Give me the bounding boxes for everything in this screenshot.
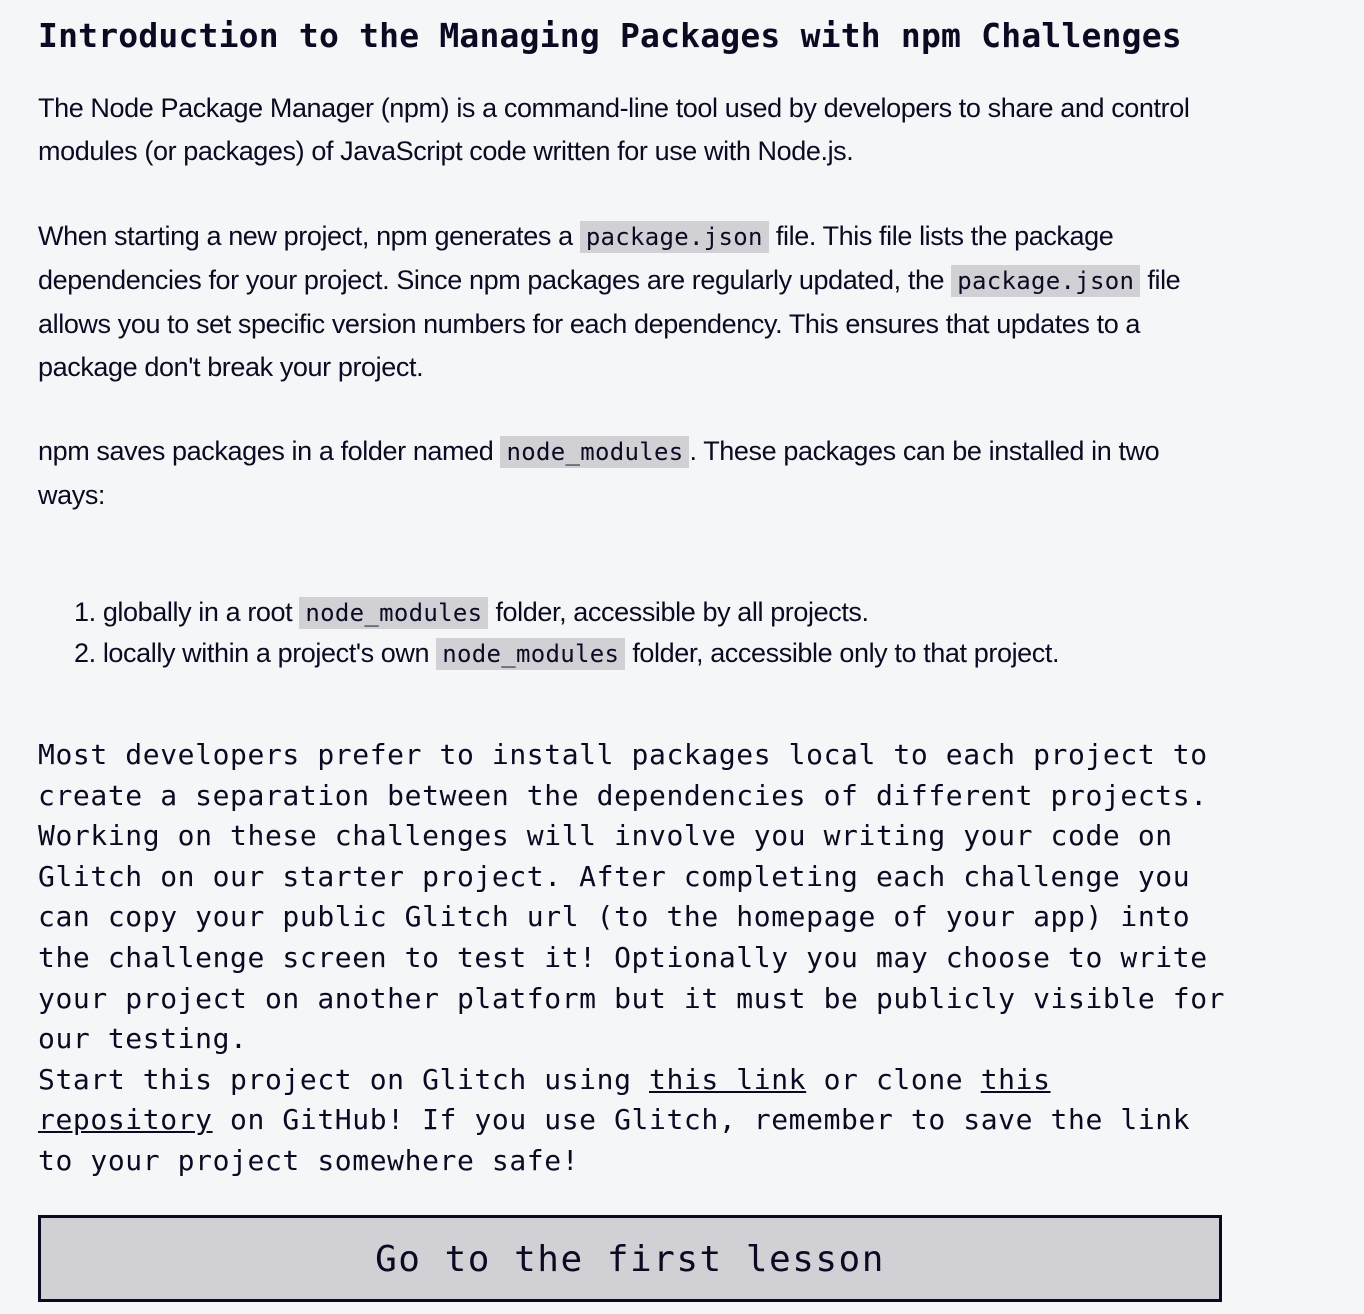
inline-code-package-json: package.json bbox=[580, 221, 769, 253]
list-item bbox=[74, 633, 1059, 674]
content-area bbox=[38, 0, 1228, 1177]
paragraph-text: file allows you to set specific version numbers for each dependency. This ensures that updates to a package don't break your project. bbox=[38, 265, 1181, 382]
inline-code-node-modules: node_modules bbox=[500, 436, 689, 468]
glitch-link[interactable]: this link bbox=[649, 1062, 807, 1096]
paragraph-text: npm saves packages in a folder named bbox=[38, 436, 501, 466]
paragraph-text: . These packages can be installed in two ways: bbox=[38, 436, 1160, 510]
go-to-first-lesson-button[interactable]: Go to the first lesson bbox=[38, 1215, 1222, 1302]
paragraph-text: When starting a new project, npm generates a bbox=[38, 221, 580, 251]
instructions-text: Most developers prefer to install packages local to each project to create a separation between the dependencies of different projects. Working on these challenges will involve you writing your code on Glitch on our starter project. After completing each challenge you can copy your public Glitch url (to the homepage of your app) into the challenge screen to test it! Optionally you may choose to write your project on another platform but it must be publicly visible for our testing. bbox=[38, 738, 1226, 1056]
instructions-text: Start this project on Glitch using bbox=[38, 1062, 650, 1096]
glitch-instructions bbox=[38, 735, 1228, 1182]
inline-code-package-json: package.json bbox=[951, 265, 1140, 297]
github-repository-link[interactable]: this repository bbox=[38, 1062, 1051, 1137]
list-item bbox=[74, 592, 1059, 633]
intro-paragraph-node-modules bbox=[38, 430, 1228, 517]
intro-paragraph-package-json bbox=[38, 215, 1228, 389]
instructions-text: or clone bbox=[806, 1062, 981, 1096]
page-title: Introduction to the Managing Packages with npm Challenges bbox=[38, 16, 1182, 55]
list-item-text: 2. locally within a project's own bbox=[74, 638, 437, 668]
inline-code-node-modules: node_modules bbox=[436, 638, 625, 670]
list-item-text: folder, accessible by all projects. bbox=[488, 597, 869, 627]
list-item-text: 1. globally in a root bbox=[74, 597, 300, 627]
instructions-text: on GitHub! If you use Glitch, remember to save the link to your project somewhere safe! bbox=[38, 1103, 1191, 1177]
intro-paragraph-npm: The Node Package Manager (npm) is a command-line tool used by developers to share and control modules (or packages) of JavaScript code written for use with Node.js. bbox=[38, 93, 1190, 166]
inline-code-node-modules: node_modules bbox=[299, 597, 488, 629]
list-item-text: folder, accessible only to that project. bbox=[625, 638, 1060, 668]
paragraph-text: file. This file lists the package dependencies for your project. Since npm packages are regularly updated, the bbox=[38, 221, 1114, 295]
install-ways-list bbox=[74, 592, 1059, 674]
